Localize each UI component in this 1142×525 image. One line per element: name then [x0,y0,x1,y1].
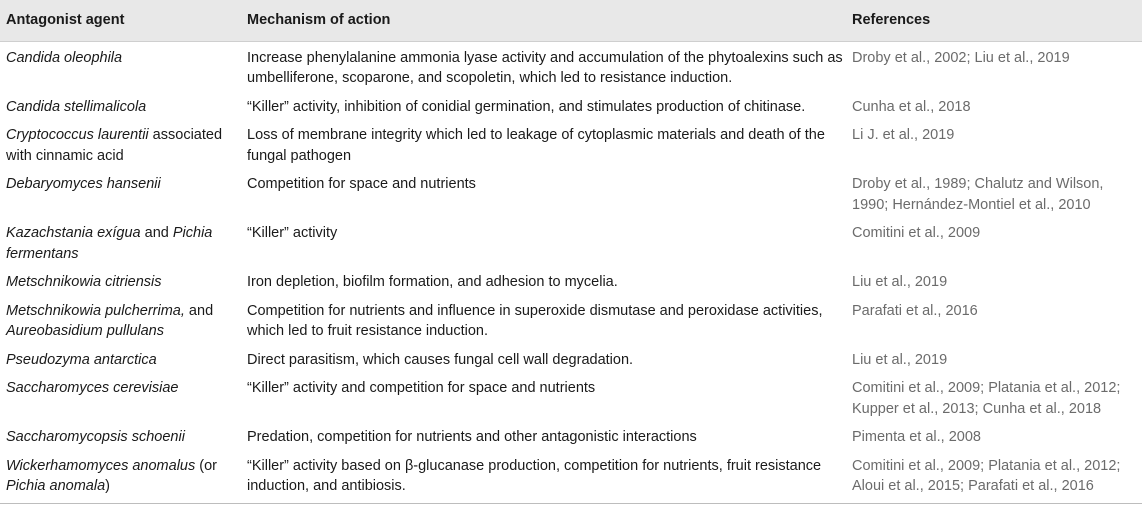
species-name: Pichia fermentans [6,225,213,262]
species-name: Wickerhamomyces anomalus [6,457,196,474]
cell-references: Droby et al., 1989; Chalutz and Wilson, 1990; Hernández-Montiel et al., 2010 [852,176,1104,213]
cell-antagonist-agent [0,41,241,91]
species-name: Pseudozyma antarctica [6,351,157,368]
agent-text: associated with cinnamic acid [6,127,223,164]
table-row [0,91,1142,120]
table-row [0,41,1142,91]
cell-antagonist-agent [0,450,241,504]
cell-antagonist-agent [0,421,241,450]
cell-mechanism-of-action: Competition for nutrients and influence in superoxide dismutase and peroxidase activities, which led to fruit resistance induction. [247,302,823,339]
species-name: Metschnikowia citriensis [6,274,162,290]
table-header-row [0,0,1142,41]
cell-references: Liu et al., 2019 [852,274,948,290]
species-name: Saccharomycopsis schoenii [6,429,185,445]
table-row [0,421,1142,450]
table-row [0,344,1142,373]
table-row [0,372,1142,421]
header-mechanism-of-action: Mechanism of action [241,0,846,41]
cell-antagonist-agent [0,372,241,421]
agent-text: and [184,302,214,319]
cell-mechanism-of-action: Loss of membrane integrity which led to leakage of cytoplasmic materials and death of the fungal pathogen [247,127,825,164]
cell-antagonist-agent [0,344,241,373]
cell-antagonist-agent [0,217,241,266]
table-row [0,217,1142,266]
cell-mechanism-of-action: “Killer” activity, inhibition of conidial germination, and stimulates production of chitinase. [247,98,806,115]
agent-text: (or [195,457,217,474]
cell-mechanism-of-action: “Killer” activity [247,225,338,241]
cell-antagonist-agent [0,119,241,168]
cell-mechanism-of-action: Predation, competition for nutrients and other antagonistic interactions [247,429,697,445]
header-references: References [846,0,1142,41]
species-name: Pichia anomala [6,478,106,494]
cell-references: Pimenta et al., 2008 [852,429,981,445]
cell-mechanism-of-action: “Killer” activity based on β-glucanase production, competition for nutrients, fruit resistance induction, and antibiosis. [241,450,846,504]
species-name: Candida oleophila [6,49,123,66]
species-name: Kazachstania exígua [6,225,141,241]
cell-antagonist-agent [0,168,241,217]
cell-references: Li J. et al., 2019 [852,127,955,143]
species-name: Candida stellimalicola [6,98,147,115]
cell-antagonist-agent [0,266,241,295]
cell-references: Comitini et al., 2009 [852,225,981,241]
cell-references: Liu et al., 2019 [852,351,948,368]
table-row [0,450,1142,504]
cell-antagonist-agent [0,295,241,344]
cell-mechanism-of-action: Competition for space and nutrients [247,176,476,192]
table-row [0,295,1142,344]
agent-text: ) [105,478,110,494]
table-row [0,266,1142,295]
cell-mechanism-of-action: “Killer” activity and competition for space and nutrients [247,380,596,396]
cell-references: Cunha et al., 2018 [852,98,971,115]
cell-mechanism-of-action: Iron depletion, biofilm formation, and adhesion to mycelia. [247,274,618,290]
cell-mechanism-of-action: Increase phenylalanine ammonia lyase activity and accumulation of the phytoalexins such as umbelliferone, scoparone, and scopoletin, which led to resistance induction. [247,49,843,86]
cell-references: Comitini et al., 2009; Platania et al., 2012; Aloui et al., 2015; Parafati et al., 2016 [846,450,1142,504]
species-name: Saccharomyces cerevisiae [6,380,179,396]
table-body [0,41,1142,503]
species-name: Cryptococcus laurentii [6,127,149,143]
cell-references: Comitini et al., 2009; Platania et al., 2012; Kupper et al., 2013; Cunha et al., 2018 [852,380,1121,417]
cell-references: Parafati et al., 2016 [852,302,978,319]
species-name: Aureobasidium pullulans [6,323,164,339]
cell-mechanism-of-action: Direct parasitism, which causes fungal cell wall degradation. [247,351,634,368]
species-name: Metschnikowia pulcherrima, [6,302,185,319]
species-name: Debaryomyces hansenii [6,176,161,192]
table-row [0,119,1142,168]
agent-text: and [140,225,173,241]
cell-antagonist-agent [0,91,241,120]
header-antagonist-agent: Antagonist agent [0,0,241,41]
cell-references: Droby et al., 2002; Liu et al., 2019 [852,49,1070,66]
table-row [0,168,1142,217]
